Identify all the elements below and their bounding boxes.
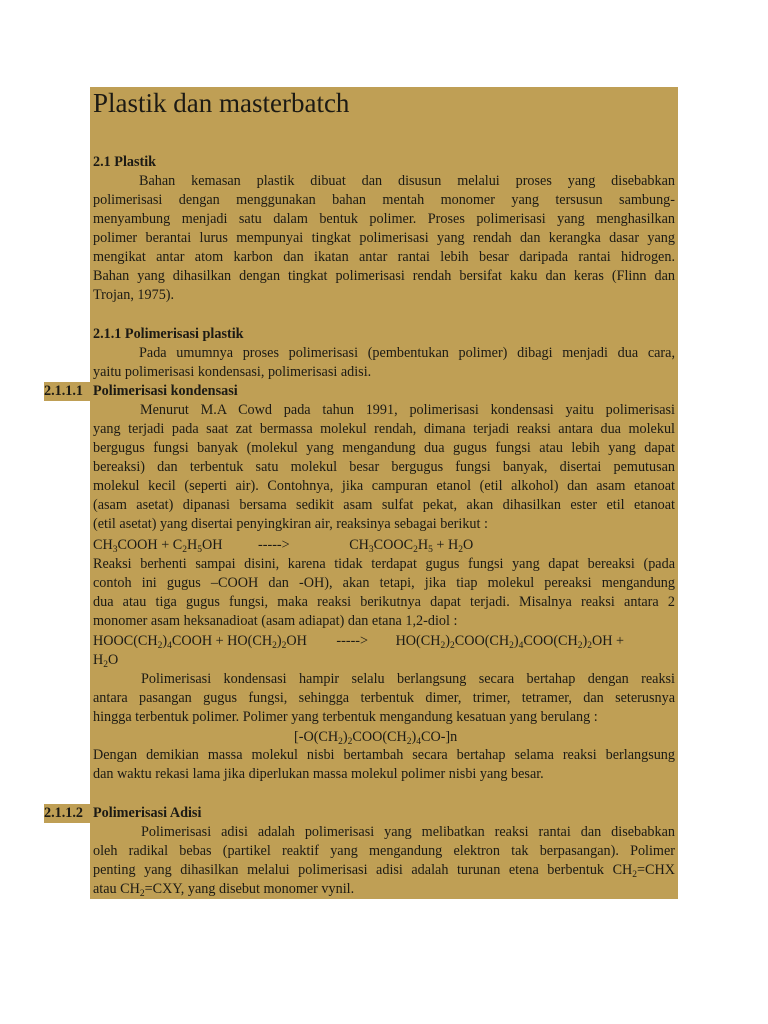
paragraph-line: polimer berantai lurus mempunyai tingkat polimerisasi yang rendah dan kerangka dasar yang	[93, 230, 675, 246]
reaction-equation-water: $H_2O$	[93, 652, 119, 670]
repeating-unit-formula: $[-O(CH_2)_2COO(CH_2)_4CO-]n$	[294, 729, 458, 747]
paragraph-line: Polimerisasi adisi adalah polimerisasi yang melibatkan reaksi rantai dan disebabkan	[141, 824, 675, 840]
paragraph-line: antara pasangan gugus fungsi, sehingga terbentuk dimer, trimer, tetramer, dan seterusnya	[93, 690, 675, 706]
paragraph-line: yang terjadi pada saat zat bermassa molekul rendah, dimana terjadi reaksi antara dua molekul	[93, 421, 675, 437]
section-heading-2-1-1-2: Polimerisasi Adisi	[93, 805, 202, 821]
paragraph-line: molekul kecil (seperti air). Contohnya, jika campuran etanol (etil alkohol) dan asam etanoat	[93, 478, 675, 494]
paragraph-line: Menurut M.A Cowd pada tahun 1991, polimerisasi kondensasi yaitu polimerisasi	[140, 402, 675, 418]
paragraph-line: Bahan kemasan plastik dibuat dan disusun melalui proses yang disebabkan	[139, 173, 675, 189]
section-heading-2-1: 2.1 Plastik	[93, 154, 157, 170]
section-heading-2-1-1: 2.1.1 Polimerisasi plastik	[93, 326, 244, 342]
paragraph-line: (asam asetat) dipanasi bersama sedikit asam sulfat pekat, akan dihasilkan ester etil etanoat	[93, 497, 675, 513]
paragraph-line: Pada umumnya proses polimerisasi (pembentukan polimer) dibagi menjadi dua cara,	[139, 345, 675, 361]
reaction-equation-ester: $CH_3COOH + C_2H_5OH$ -----> $CH_3COOC_2H_5 + H_2O$	[93, 537, 474, 555]
paragraph-line: contoh ini gugus –COOH dan -OH), akan tetapi, jika tiap molekul pereaksi mengandung	[93, 575, 675, 591]
paragraph-line: hingga terbentuk polimer. Polimer yang terbentuk mengandung kesatuan yang berulang :	[93, 709, 598, 725]
paragraph-line: Polimerisasi kondensasi hampir selalu berlangsung secara bertahap dengan reaksi	[141, 671, 675, 687]
reaction-arrow: ----->	[336, 633, 369, 649]
paragraph-line: Dengan demikian massa molekul nisbi bertambah secara bertahap selama reaksi berlangsung	[93, 747, 675, 763]
reaction-arrow: ----->	[258, 537, 290, 553]
section-number-2-1-1-2: 2.1.1.2	[44, 804, 91, 823]
paragraph-line: dua atau tiga gugus fungsi, maka reaksi berikutnya dapat terjadi. Misalnya reaksi antara 2	[93, 594, 675, 610]
paragraph-line: penting yang dihasilkan melalui polimerisasi adisi adalah turunan etena berbentuk $CH_2=CHX$	[93, 862, 675, 880]
paragraph-line: bereaksi) dan terbentuk satu molekul besar bergugus fungsi banyak, disertai pemutusan	[93, 459, 675, 475]
paragraph-line: Reaksi berhenti sampai disini, karena tidak terdapat gugus fungsi yang dapat bereaksi (pada	[93, 556, 675, 572]
section-number-2-1-1-1: 2.1.1.1	[44, 382, 91, 401]
paragraph-line: (etil asetat) yang disertai penyingkiran air, reaksinya sebagai berikut :	[93, 516, 488, 532]
page-title: Plastik dan masterbatch	[93, 88, 350, 118]
paragraph-line: yaitu polimerisasi kondensasi, polimerisasi adisi.	[93, 364, 372, 380]
paragraph-line: oleh radikal bebas (partikel reaktif yang mengandung elektron tak berpasangan). Polimer	[93, 843, 675, 859]
paragraph-line: Trojan, 1975).	[93, 287, 175, 303]
paragraph-line: dan waktu rekasi lama jika diperlukan massa molekul polimer nisbi yang besar.	[93, 766, 544, 782]
paragraph-line: menyambung menjadi satu dalam bentuk polimer. Proses polimerisasi yang menghasilkan	[93, 211, 675, 227]
section-heading-2-1-1-1: Polimerisasi kondensasi	[93, 383, 238, 399]
paragraph-line: bergugus fungsi banyak (molekul yang mengandung dua gugus fungsi atau lebih yang dapat	[93, 440, 675, 456]
paragraph-line: polimerisasi dengan menggunakan bahan mentah monomer yang tersusun sambung-	[93, 192, 675, 208]
paragraph-line: Bahan yang dihasilkan dengan tingkat polimerisasi rendah bersifat kaku dan keras (Flinn dan	[93, 268, 675, 284]
paragraph-line: atau $CH_2=CXY$, yang disebut monomer vynil.	[93, 881, 355, 899]
reaction-equation-polyester: $HOOC(CH_2)_4COOH + HO(CH_2)_2OH$ -----> $HO(CH_2)_2COO(CH_2)_4COO(CH_2)_2OH$ +	[93, 633, 625, 651]
paragraph-line: monomer asam heksanadioat (asam adiapat) dan etana 1,2-diol :	[93, 613, 458, 629]
paragraph-line: mengikat antar atom karbon dan ikatan antar rantai lebih besar daripada rantai hidrogen.	[93, 249, 675, 265]
